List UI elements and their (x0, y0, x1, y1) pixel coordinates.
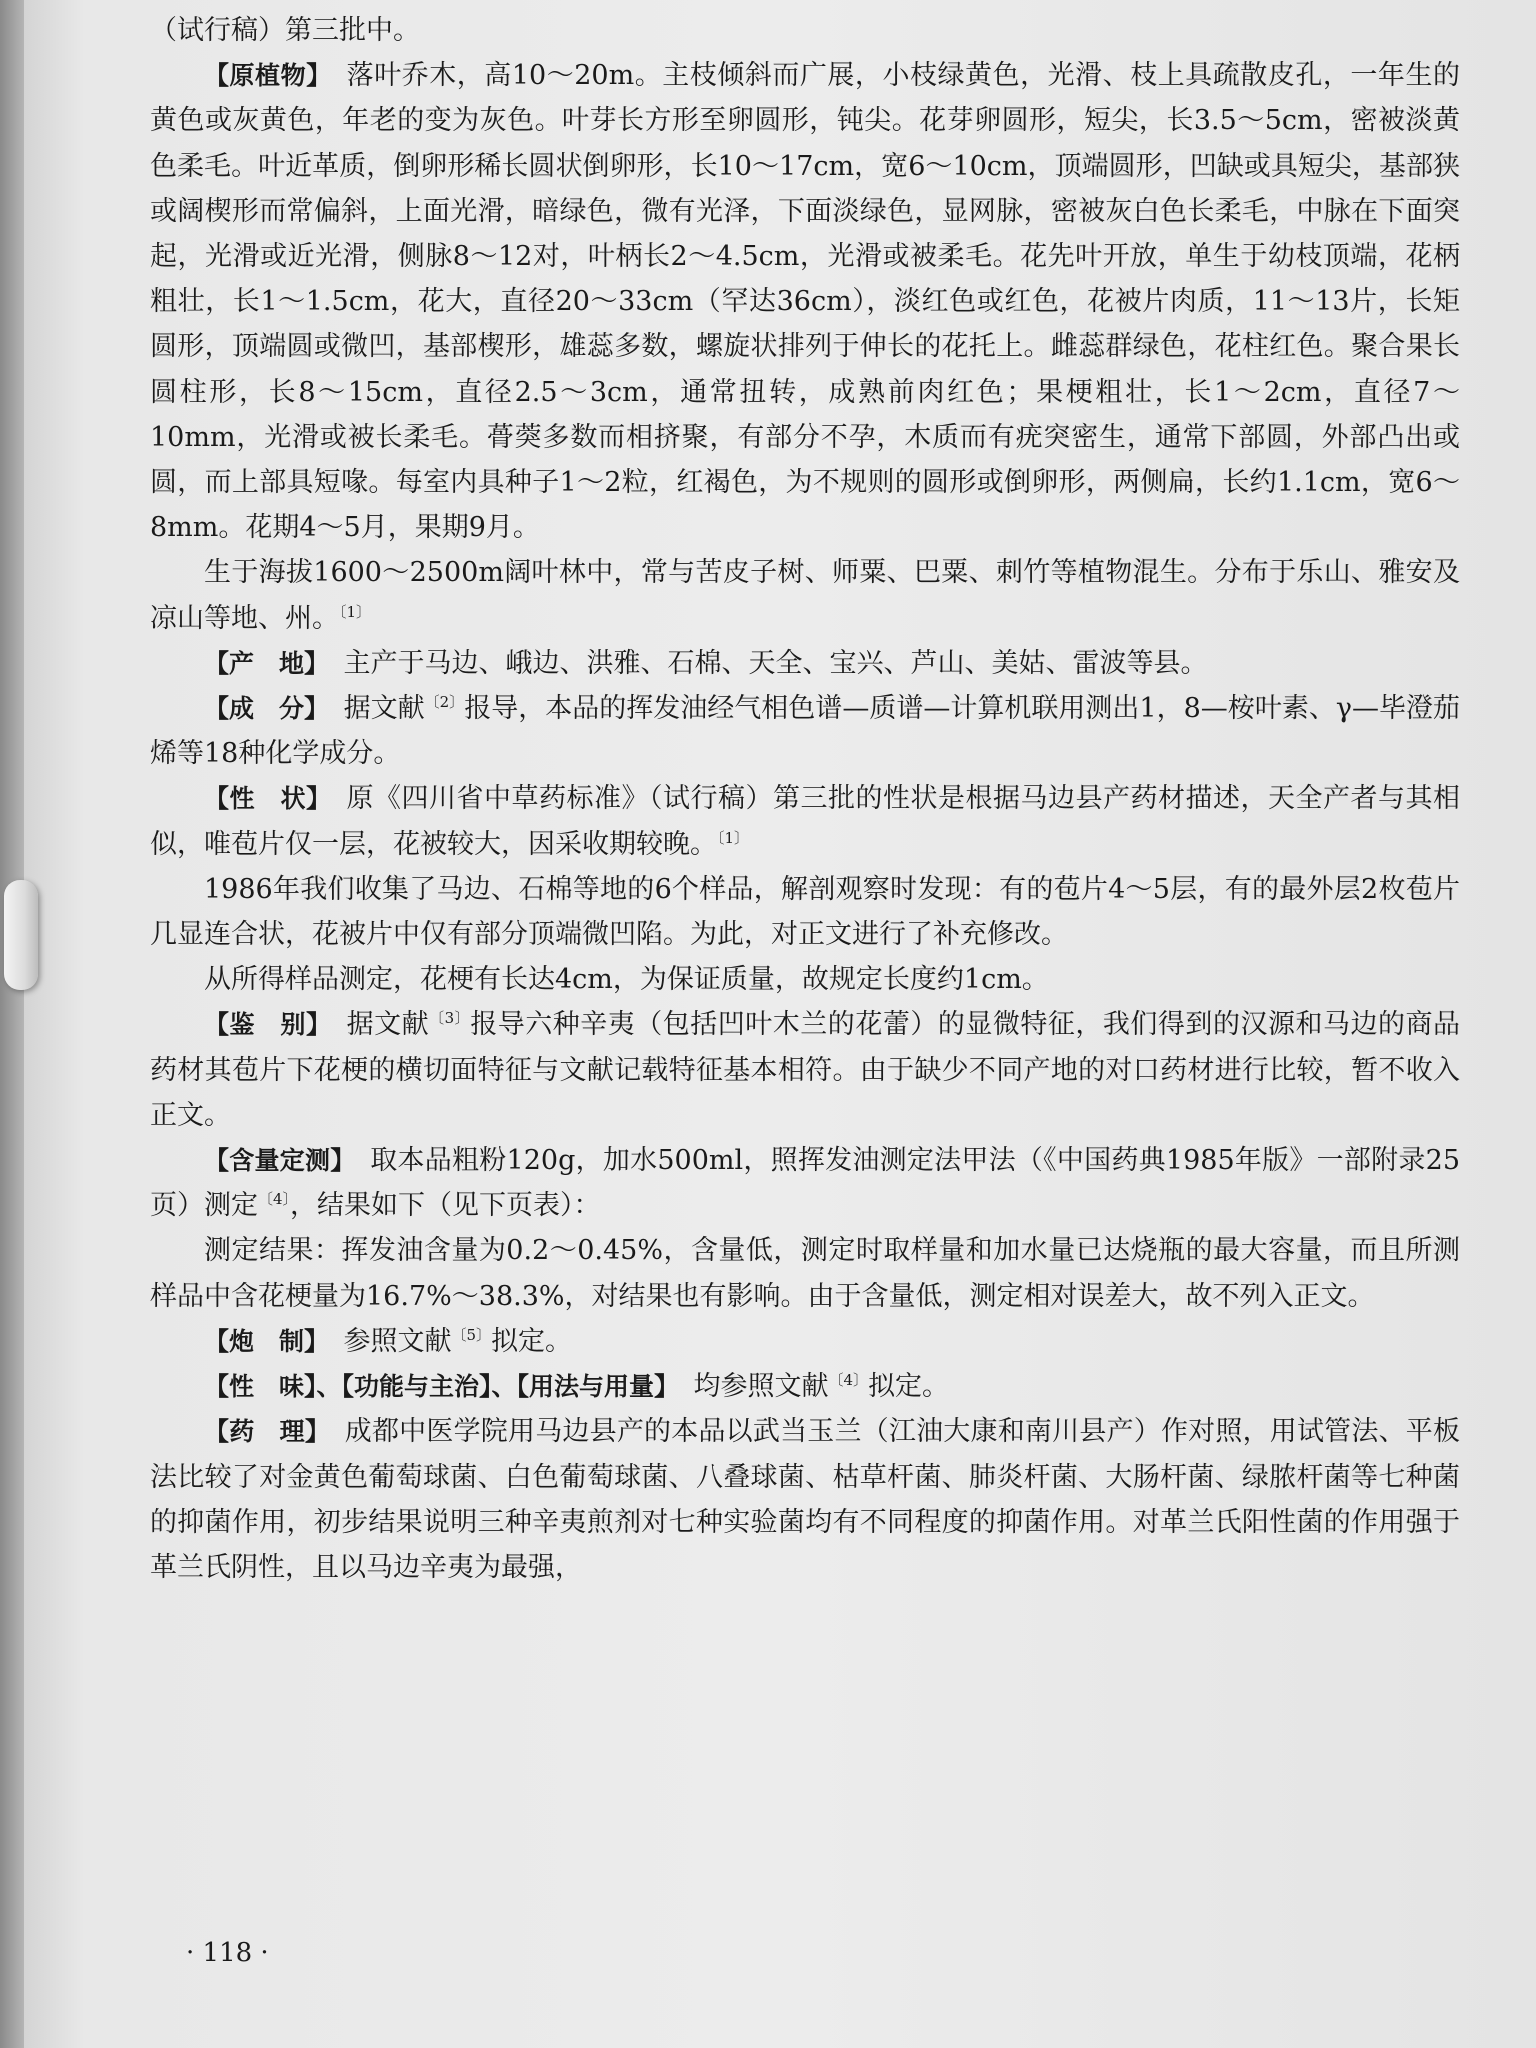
page-clip (4, 880, 38, 990)
page-number: · 118 · (186, 1938, 269, 1968)
section-heading: 【成 分】 (204, 694, 317, 724)
paragraph-composition (150, 686, 1460, 776)
section-heading: 【药 理】 (204, 1417, 318, 1447)
book-spine (0, 0, 24, 2048)
paragraph-text: 据文献 (346, 1009, 430, 1041)
paragraph-pharmacology (150, 1409, 1460, 1590)
paragraph-text: 取本品粗粉120g，加水500ml，照挥发油测定法甲法（《中国药典1985年版》一部附录25页）测定 (150, 1145, 1460, 1222)
citation: 〔1〕 (717, 828, 750, 847)
citation: 〔4〕 (828, 1371, 869, 1390)
paragraph-properties (150, 1364, 1460, 1409)
section-heading: 【鉴 别】 (204, 1010, 320, 1040)
paragraph-text: 拟定。 (491, 1325, 573, 1357)
paragraph-text: （试行稿）第三批中。 (150, 15, 420, 46)
paragraph-text: ，结果如下（见下页表）： (290, 1190, 601, 1222)
section-heading: 【含量定测】 (204, 1146, 344, 1176)
paragraph-text: 报导，本品的挥发油经气相色谱—质谱—计算机联用测出1，8—桉叶素、γ—毕澄茄烯等18种化学成分。 (150, 693, 1461, 770)
paragraph-result (150, 1228, 1460, 1318)
section-heading: 【性 味】、【功能与主治】、【用法与用量】 (204, 1372, 667, 1402)
paragraph-text: 测定结果：挥发油含量为0.2～0.45%，含量低，测定时取样量和加水量已达烧瓶的最大容量，而且所测样品中含花梗量为16.7%～38.3%，对结果也有影响。由于含量低，测定相对误差大，故不列入正文。 (150, 1235, 1460, 1312)
paragraph-plant (150, 53, 1460, 550)
paragraph-text: 原《四川省中草药标准》（试行稿）第三批的性状是根据马边县产药材描述，天全产者与其相似，唯苞片仅一层，花被较大，因采收期较晚。 (150, 783, 1460, 860)
paragraph-text: 拟定。 (868, 1371, 950, 1403)
citation: 〔3〕 (429, 1009, 471, 1028)
citation: 〔5〕 (451, 1325, 492, 1344)
paragraph-text: 生于海拔1600～2500m阔叶林中，常与苦皮子树、师粟、巴粟、刺竹等植物混生。分布于乐山、雅安及凉山等地、州。 (150, 557, 1460, 634)
paragraph-text: 主产于马边、峨边、洪雅、石棉、天全、宝兴、芦山、美姑、雷波等县。 (343, 647, 1208, 679)
paragraph-text: 参照文献 (343, 1325, 452, 1357)
section-heading: 【原植物】 (204, 61, 320, 91)
paragraph-text: 据文献 (343, 693, 425, 725)
citation: 〔2〕 (424, 693, 465, 712)
page-body (150, 8, 1460, 1590)
section-heading: 【炮 制】 (204, 1326, 317, 1356)
section-heading: 【产 地】 (204, 648, 317, 678)
paragraph-intro (150, 8, 1460, 53)
paragraph-assay (150, 1138, 1460, 1228)
paragraph-text: 从所得样品测定，花梗有长达4cm，为保证质量，故规定长度约1cm。 (204, 964, 1049, 996)
paragraph-habitat (150, 550, 1460, 640)
paragraph-processing (150, 1319, 1460, 1364)
paragraph-identification (150, 1002, 1460, 1138)
paragraph-text: 1986年我们收集了马边、石棉等地的6个样品，解剖观察时发现：有的苞片4～5层，有的最外层2枚苞片几显连合状，花被片中仅有部分顶端微凹陷。为此，对正文进行了补充修改。 (150, 873, 1460, 951)
paragraph-text: 报导六种辛夷（包括凹叶木兰的花蕾）的显微特征，我们得到的汉源和马边的商品药材其苞片下花梗的横切面特征与文献记载特征基本相符。由于缺少不同产地的对口药材进行比较，暂不收入正文。 (150, 1009, 1461, 1131)
paragraph-text: 落叶乔木，高10～20m。主枝倾斜而广展，小枝绿黄色，光滑、枝上具疏散皮孔，一年生的黄色或灰黄色，年老的变为灰色。叶芽长方形至卵圆形，钝尖。花芽卵圆形，短尖，长3.5～5cm，密被淡黄色柔毛。叶近革质，倒卵形稀长圆状倒卵形，长10～17cm，宽6～10cm，顶端圆形，凹缺或具短尖，基部狭或阔楔形而常偏斜，上面光滑，暗绿色，微有光泽，下面淡绿色，显网脉，密被灰白色长柔毛，中脉在下面突起，光滑或近光滑，侧脉8～12对，叶柄长2～4.5cm，光滑或被柔毛。花先叶开放，单生于幼枝顶端，花柄粗壮，长1～1.5cm，花大，直径20～33cm（罕达36cm），淡红色或红色，花被片肉质，11～13片，长矩圆形，顶端圆或微凹，基部楔形，雄蕊多数，螺旋状排列于伸长的花托上。雌蕊群绿色，花柱红色。聚合果长圆柱形，长8～15cm，直径2.5～3cm，通常扭转，成熟前肉红色；果梗粗壮，长1～2cm，直径7～10mm，光滑或被长柔毛。蓇葖多数而相挤聚，有部分不孕，木质而有疣突密生，通常下部圆，外部凸出或圆，而上部具短喙。每室内具种子1～2粒，红褐色，为不规则的圆形或倒卵形，两侧扁，长约1.1cm，宽6～8mm。花期4～5月，果期9月。 (150, 60, 1460, 544)
citation: 〔1〕 (339, 602, 372, 621)
paragraph-origin (150, 641, 1460, 686)
paragraph-pedicel (150, 957, 1460, 1002)
citation: 〔4〕 (258, 1190, 291, 1209)
paragraph-characters (150, 776, 1460, 866)
section-heading: 【性 状】 (204, 784, 319, 814)
paragraph-text: 均参照文献 (693, 1371, 829, 1403)
paragraph-samples (150, 867, 1460, 957)
paragraph-text: 成都中医学院用马边县产的本品以武当玉兰（江油大康和南川县产）作对照，用试管法、平板法比较了对金黄色葡萄球菌、白色葡萄球菌、八叠球菌、枯草杆菌、肺炎杆菌、大肠杆菌、绿脓杆菌等七种菌的抑菌作用，初步结果说明三种辛夷煎剂对七种实验菌均有不同程度的抑菌作用。对革兰氏阳性菌的作用强于革兰氏阴性，且以马边辛夷为最强， (150, 1416, 1461, 1583)
